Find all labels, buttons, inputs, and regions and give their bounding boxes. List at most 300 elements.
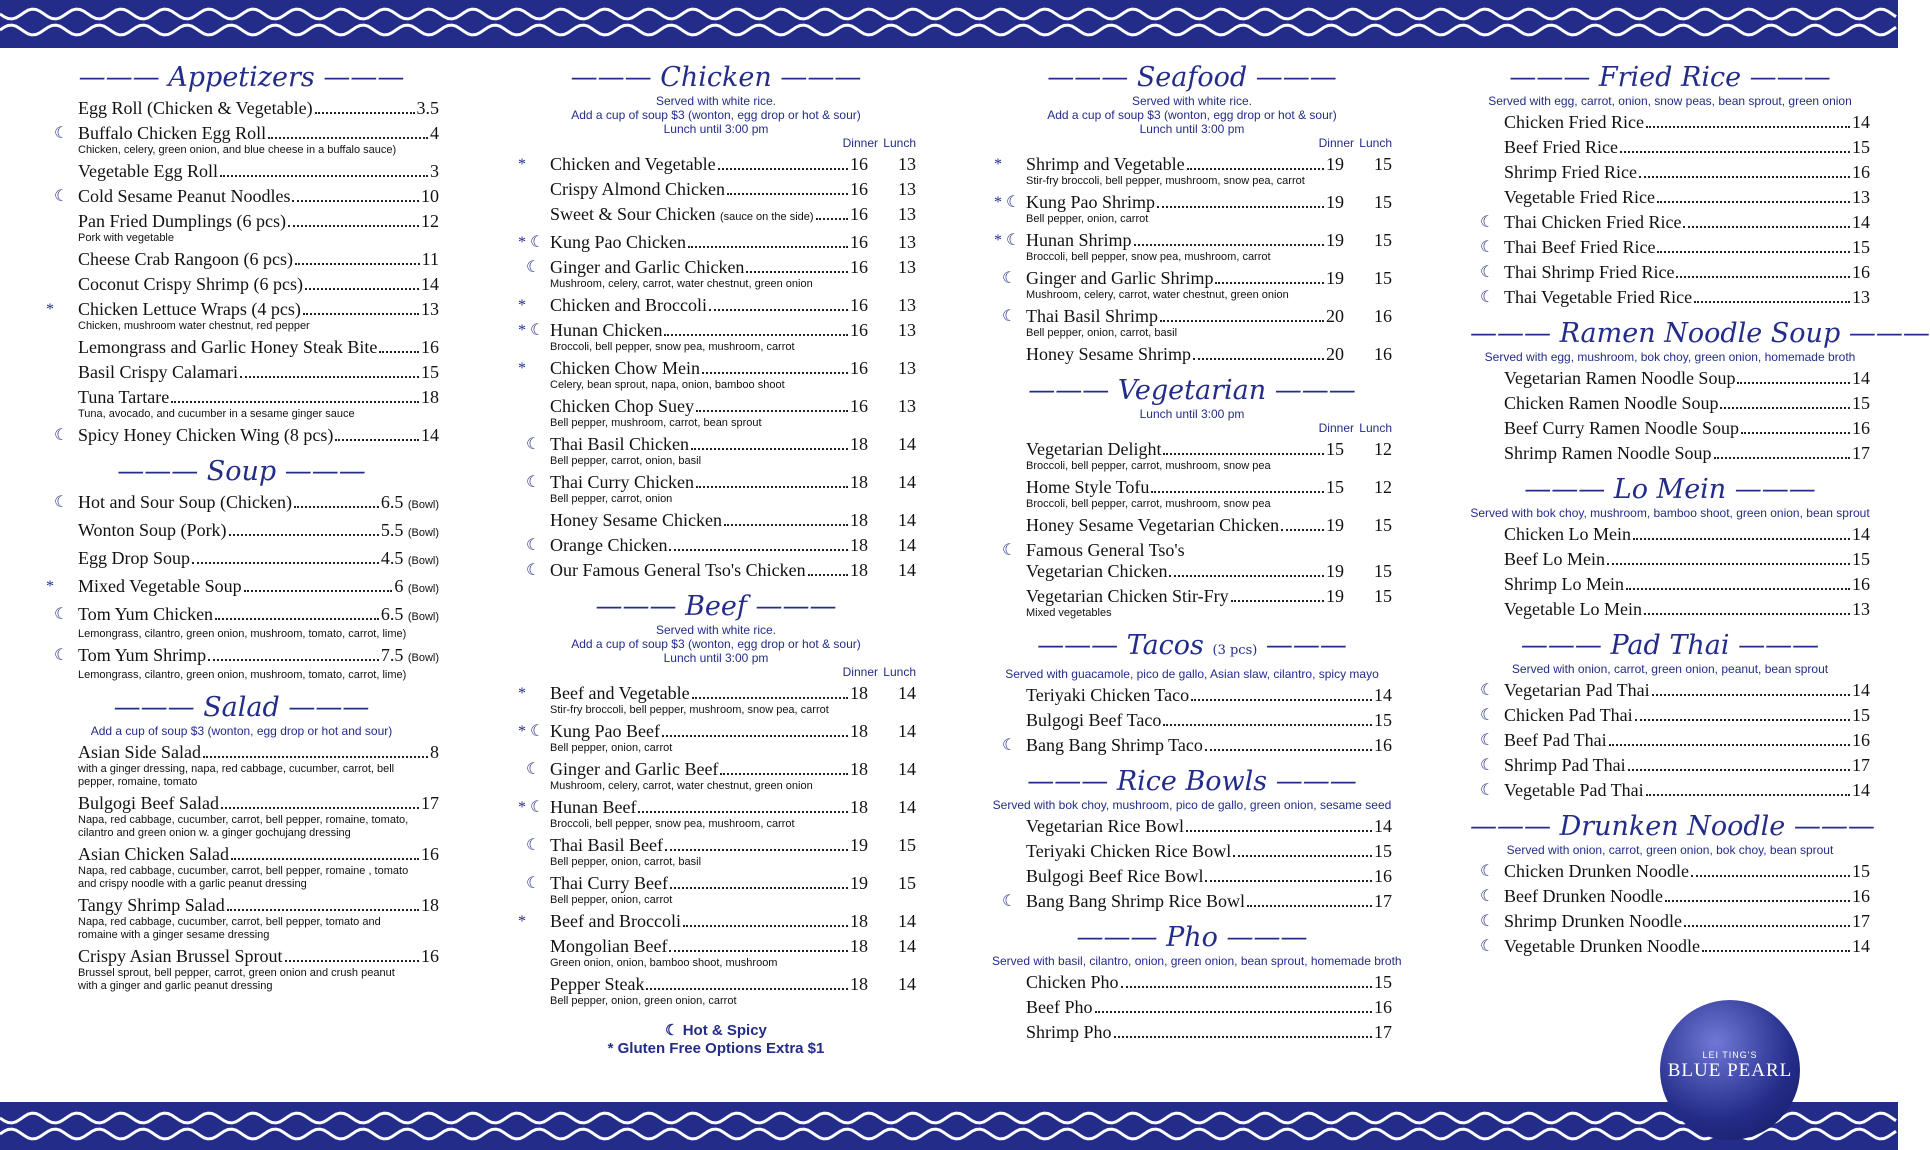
item-price: 15 [1852,237,1870,257]
dot-leader [1169,575,1324,577]
item-line [1026,997,1392,1018]
item-name: Ginger and Garlic Chicken [550,257,745,277]
menu-item [516,204,916,228]
price-unit: (Bowl) [407,499,439,511]
menu-item [44,186,439,207]
crescent-icon: ☾ [54,647,69,664]
item-name-wrap [1026,816,1184,837]
item-line [550,434,916,455]
menu-item [1470,936,1870,957]
item-name-wrap [550,396,694,417]
item-name: Vegetarian Chicken Stir-Fry [1026,586,1229,606]
item-name-wrap [550,154,716,175]
dot-leader [718,168,848,170]
section-title-text: Ramen Noodle Soup [1559,318,1841,349]
dot-leader [229,534,379,536]
item-name-wrap [78,337,377,358]
item-price: 15 [1374,972,1392,992]
lunch-price: 14 [898,911,916,931]
item-marker [994,230,1024,251]
item-name: Vegetable Lo Mein [1504,599,1642,619]
crescent-icon: ☾ [1002,270,1017,287]
item-description: Bell pepper, carrot, onion [550,493,673,505]
item-marker [46,645,84,666]
item-marker [1472,911,1510,932]
legend [516,1022,916,1058]
item-name-wrap [78,492,292,513]
item-name-wrap [1026,477,1149,498]
item-name: Vegetarian Delight [1026,439,1162,459]
item-price-wrap [1852,861,1870,882]
price-unit: (Bowl) [407,611,439,623]
section-title-text: Chicken [660,62,772,93]
dinner-price: 16 [850,396,868,416]
item-price-wrap [1852,780,1870,801]
item-name: Beef Curry Ramen Noodle Soup [1504,418,1739,438]
menu-item [992,816,1392,837]
item-name: Beef and Vegetable [550,683,690,703]
item-line [1504,287,1870,308]
dinner-price: 16 [850,179,868,199]
item-line [1026,230,1392,251]
crescent-icon: ☾ [526,436,541,453]
dinner-price: 16 [850,257,868,277]
item-name: Tuna Tartare [78,387,170,407]
item-name-wrap [78,186,290,207]
dot-leader [221,807,419,809]
menu-item [516,797,916,831]
item-marker [46,425,84,446]
item-marker [518,295,548,316]
item-line [78,576,439,600]
menu-item [992,891,1392,912]
menu-item [992,268,1392,302]
item-marker [518,560,556,581]
item-name: Shrimp Pad Thai [1504,755,1626,775]
item-line [550,295,916,316]
item-line [1504,112,1870,133]
dot-leader [305,288,419,290]
menu-item [44,274,439,295]
menu-item [44,645,439,682]
dot-leader [808,574,848,576]
item-price: 14 [1852,680,1870,700]
item-line [1504,418,1870,439]
item-line [1026,268,1392,289]
gluten-free-mark: * [994,232,1002,249]
section-title-text: Pad Thai [1610,630,1730,661]
item-name: Beef Pad Thai [1504,730,1607,750]
item-name: Mongolian Beef [550,936,668,956]
gluten-free-mark: * [518,799,526,816]
dot-leader [1231,600,1324,602]
item-name: Our Famous General Tso's Chicken [550,560,806,580]
blue-pearl-logo [1660,1000,1800,1140]
crescent-icon: ☾ [526,761,541,778]
menu-item [1470,574,1870,595]
item-line [550,535,916,556]
item-price-wrap [1374,735,1392,756]
item-price: 17 [1374,891,1392,911]
item-name-wrap [78,274,303,295]
menu-item [516,535,916,556]
item-price: 15 [1852,393,1870,413]
item-name-wrap [1026,866,1203,887]
item-description: Bell pepper, onion, carrot [550,742,673,754]
dot-leader [638,811,848,813]
item-name-wrap [1504,936,1700,957]
item-name: Thai Basil Chicken [550,434,689,454]
item-line [550,873,916,894]
item-description: Stir-fry broccoli, bell pepper, mushroom, snow pea, carrot [1026,175,1305,187]
item-marker [518,434,556,455]
menu-section [992,375,1392,620]
item-price-wrap [1374,685,1392,706]
menu-section [1470,318,1930,464]
menu-item [1470,112,1870,133]
menu-item [1470,549,1870,570]
item-line [1504,861,1870,882]
item-name-wrap [550,179,725,200]
item-name-wrap [1504,599,1642,620]
item-name-wrap [1026,344,1191,365]
dot-leader [244,590,393,592]
item-line [550,257,916,278]
menu-item [1470,393,1870,414]
item-description: Chicken, mushroom water chestnut, red pepper [78,320,310,332]
item-name-wrap [1504,755,1626,776]
item-line [550,936,916,957]
dot-leader [1633,538,1850,540]
dot-leader [709,309,848,311]
dinner-price: 16 [850,154,868,174]
item-line [78,123,439,144]
dinner-price: 15 [1326,477,1344,497]
menu-section [992,922,1402,1043]
item-price-wrap [430,123,439,144]
item-name: Shrimp Fried Rice [1504,162,1637,182]
item-description: Bell pepper, onion, carrot [1026,213,1149,225]
item-line [1026,866,1392,887]
menu-item [992,1022,1392,1043]
item-name-wrap [1504,574,1624,595]
section-title-text: Fried Rice [1598,62,1742,93]
item-name-wrap [78,604,213,625]
dot-leader [1215,282,1324,284]
menu-item [1470,911,1870,932]
item-line [550,974,916,995]
menu-section [1470,474,1870,620]
menu-item [44,946,439,993]
item-description: Bell pepper, onion, carrot, basil [1026,327,1178,339]
item-name-wrap [1504,680,1650,701]
menu-item [992,866,1392,887]
menu-item [44,337,439,358]
item-line [1504,524,1870,545]
lunch-price: 14 [898,797,916,817]
item-price-wrap [1374,841,1392,862]
item-marker [518,911,548,932]
item-line [1504,599,1870,620]
dot-leader [1635,719,1850,721]
crescent-icon: ☾ [526,837,541,854]
item-price: 16 [1852,262,1870,282]
section-note: Served with guacamole, pico de gallo, Asian slaw, cilantro, spicy mayo [1005,667,1379,681]
crescent-icon: ☾ [1480,732,1495,749]
item-price: 14 [1852,212,1870,232]
item-description: Bell pepper, onion, carrot [550,894,673,906]
item-name-wrap [1504,187,1655,208]
item-description: Chicken, celery, green onion, and blue cheese in a buffalo sauce) [78,144,397,156]
item-name: Chicken Chop Suey [550,396,694,416]
item-price: 17 [1374,1022,1392,1042]
item-name-wrap [550,721,660,742]
item-price-wrap [1852,730,1870,751]
dot-leader [285,960,419,962]
gluten-free-mark: * [994,156,1002,173]
item-name: Vegetable Drunken Noodle [1504,936,1700,956]
item-name: Mixed Vegetable Soup [78,576,242,596]
crescent-icon: ☾ [526,474,541,491]
menu-section [992,62,1392,365]
item-price: 3.5 [416,98,439,118]
item-marker [46,576,76,597]
dinner-header: Dinner [842,136,878,150]
dot-leader [1676,276,1850,278]
item-line [550,396,916,417]
legend-hot [516,1022,916,1040]
dot-leader [1121,986,1373,988]
dot-leader [727,193,848,195]
dot-leader [1114,1036,1372,1038]
dot-leader [231,858,419,860]
item-line [1026,816,1392,837]
crescent-icon: ☾ [526,322,545,339]
menu-item [44,299,439,333]
dot-leader [1609,744,1850,746]
item-line [78,946,439,967]
section-title-text: Lo Mein [1613,474,1727,505]
item-marker [46,299,76,320]
item-price-wrap [381,604,439,628]
item-price-wrap [430,161,439,182]
item-name: Kung Pao Shrimp [1026,192,1156,212]
lunch-price: 15 [1374,154,1392,174]
item-line [1504,680,1870,701]
menu-section [516,591,916,1008]
dot-leader [1160,320,1324,322]
menu-item [44,249,439,270]
item-price-wrap [421,844,439,865]
item-name: Thai Chicken Fried Rice [1504,212,1682,232]
lunch-header: Lunch [883,665,916,679]
item-line [550,320,916,341]
item-name-wrap [1026,685,1189,706]
crescent-icon: ☾ [665,1022,683,1039]
dot-leader [1741,432,1850,434]
item-price-wrap [1852,187,1870,208]
item-name-wrap [1026,268,1213,289]
item-line [78,98,439,119]
item-price-wrap [421,895,439,916]
item-name: Vegetarian Rice Bowl [1026,816,1184,836]
item-description: Broccoli, bell pepper, snow pea, mushroom, carrot [550,341,795,353]
item-line [78,387,439,408]
item-price-wrap [1374,997,1392,1018]
dinner-price: 16 [850,320,868,340]
item-name: Chicken Chow Mein [550,358,700,378]
item-name-wrap [78,645,206,666]
item-price: 16 [421,946,439,966]
crescent-icon: ☾ [526,234,545,251]
menu-item [992,154,1392,188]
item-name: Vegetable Fried Rice [1504,187,1655,207]
item-marker [518,358,548,379]
item-name-wrap [1504,137,1618,158]
item-name-wrap [1504,393,1718,414]
section-note: Lunch until 3:00 pm [1139,122,1245,136]
item-name-wrap [1026,230,1132,251]
item-price: 16 [1852,574,1870,594]
lunch-price: 14 [898,560,916,580]
dot-leader [1652,694,1850,696]
item-name: Hot and Sour Soup (Chicken) [78,492,292,512]
menu-item [44,520,439,544]
item-line [1504,936,1870,957]
crescent-icon: ☾ [1480,863,1495,880]
dot-leader [696,410,848,412]
item-price: 15 [1374,710,1392,730]
item-name: Thai Beef Fried Rice [1504,237,1656,257]
item-name-wrap [78,793,219,814]
item-marker [46,604,84,625]
item-description: Pork with vegetable [78,232,174,244]
dinner-price: 20 [1326,344,1344,364]
dot-leader [1163,453,1324,455]
item-name: Hunan Chicken [550,320,663,340]
menu-item [1470,780,1870,801]
dinner-price: 16 [850,204,868,224]
item-name-wrap [78,98,313,119]
section-title: ——— Soup ——— [117,456,366,487]
dot-leader [379,351,419,353]
section-title: ——— Vegetarian ——— [1028,375,1356,406]
item-price-wrap [1374,866,1392,887]
price-column-headers [992,136,1392,150]
dot-leader [1714,457,1851,459]
item-name-wrap [78,520,227,541]
item-line [78,211,439,232]
item-price: 14 [1852,112,1870,132]
section-note: Add a cup of soup $3 (wonton, egg drop or hot & sour) [571,108,861,122]
item-name-wrap [550,560,806,581]
dot-leader [669,549,848,551]
dot-leader [1646,126,1850,128]
dot-leader [240,376,419,378]
crescent-icon: ☾ [526,537,541,554]
item-description: Mushroom, celery, carrot, water chestnut, green onion [550,278,813,290]
item-line [550,232,916,253]
item-price: 14 [1852,524,1870,544]
item-marker [1472,705,1510,726]
item-price: 14 [1374,816,1392,836]
menu-item [1470,418,1870,439]
dot-leader [1186,830,1372,832]
item-name-wrap [550,232,686,253]
item-price: 16 [421,844,439,864]
item-name-wrap [78,946,283,967]
item-line [1504,549,1870,570]
item-name-wrap [1026,540,1185,561]
item-name-wrap [78,362,238,383]
item-marker [994,192,1024,213]
dot-leader [1157,206,1324,208]
item-line [78,645,439,669]
item-name-wrap [550,683,690,704]
lunch-price: 14 [898,721,916,741]
item-line [1504,262,1870,283]
dot-leader [288,225,419,227]
item-price-wrap [421,299,439,320]
section-note: Add a cup of soup $3 (wonton, egg drop or hot & sour) [1047,108,1337,122]
item-name: Home Style Tofu [1026,477,1150,497]
dinner-price: 16 [850,358,868,378]
item-price-wrap [1852,262,1870,283]
item-name-wrap [1026,515,1279,536]
menu-item [44,844,439,891]
dinner-header: Dinner [1318,136,1354,150]
item-name: Kung Pao Beef [550,721,660,741]
section-note: Served with bok choy, mushroom, bamboo shoot, green onion, bean sprout [1470,506,1870,520]
menu-item [992,230,1392,264]
item-price: 8 [430,742,439,762]
lunch-price: 16 [1374,344,1392,364]
item-marker [518,873,556,894]
item-price: 14 [1852,368,1870,388]
item-price-wrap [417,98,440,119]
item-line [1504,443,1870,464]
dot-leader [208,659,379,661]
item-price-wrap [422,249,439,270]
dot-leader [1095,1011,1373,1013]
item-name: Chicken and Vegetable [550,154,716,174]
lunch-price: 13 [898,154,916,174]
item-line [78,604,439,628]
item-name-wrap [1026,1022,1112,1043]
section-title-text: Rice Bowls [1116,766,1268,797]
dot-leader [1694,301,1850,303]
dot-leader [1644,613,1850,615]
item-name: Buffalo Chicken Egg Roll [78,123,267,143]
item-line [78,895,439,916]
dinner-price: 18 [850,535,868,555]
item-line [550,721,916,742]
lunch-price: 13 [898,232,916,252]
item-price: 3 [430,161,439,181]
item-name-wrap [1026,891,1245,912]
lunch-price: 14 [898,535,916,555]
item-name: Shrimp Pho [1026,1022,1112,1042]
menu-section [44,692,439,993]
item-description: Stir-fry broccoli, bell pepper, mushroom, snow pea, carrot [550,704,829,716]
item-name-2: Vegetarian Chicken [1026,561,1168,581]
item-name-wrap [1026,735,1203,756]
dot-leader [720,773,848,775]
item-name: Sweet & Sour Chicken [550,204,716,224]
item-price: 14 [421,274,439,294]
item-description: with a ginger dressing, napa, red cabbage, cucumber, carrot, bell pepper, romaine, tomato [78,763,395,788]
item-name-wrap [550,472,694,493]
